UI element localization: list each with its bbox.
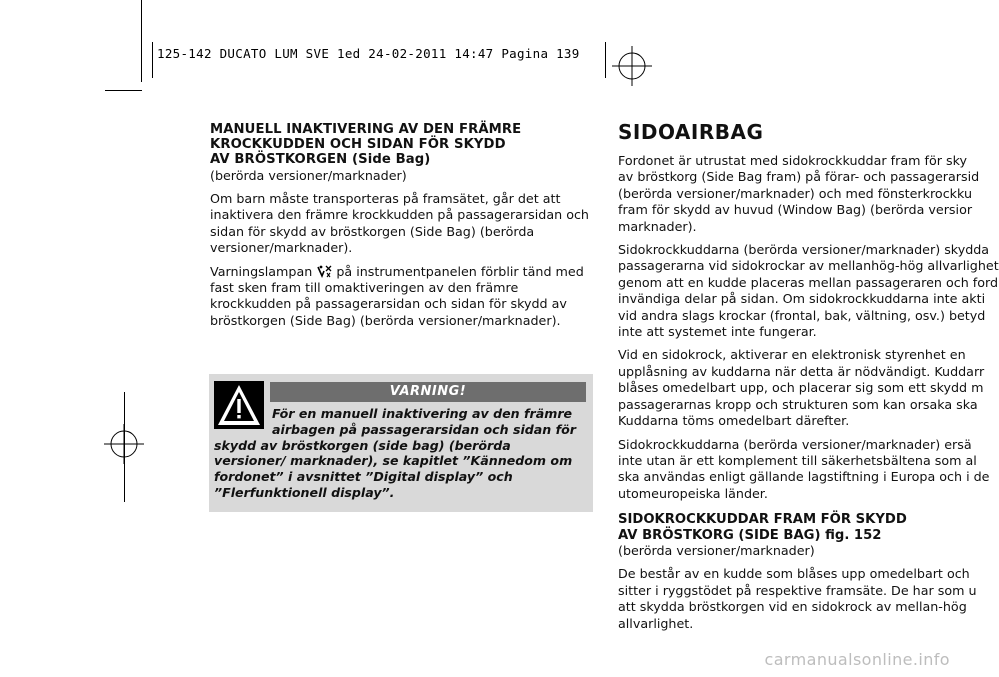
text-line: (berörda versioner/marknader) och med fönsterkrockku [618,185,973,201]
text-line: fram för skydd av huvud (Window Bag) (berörda versior [618,202,973,218]
paragraph-children-front-seat: Om barn måste transporteras på framsätet, går det att inaktivera den främre krockkudden på passagerarsidan och sidan för skydd av bröstkorgen (Side Bag) (berörda versioner/marknader). [210,191,589,256]
print-header-line: 125-142 DUCATO LUM SVE 1ed 24-02-2011 14:47 Pagina 139 [157,46,580,61]
text-line: passagerarna vid sidokrockar av mellanhög-hög allvarlighet [618,258,999,274]
text-line: inte utan är ett komplement till säkerhetsbältena som al [618,452,977,468]
left-column [210,122,590,336]
text-line: Kuddarna töms omedelbart därefter. [618,413,850,429]
heading-line: AV BRÖSTKORG (SIDE BAG) fig. 152 [618,527,882,543]
watermark-text: carmanualsonline.info [764,650,950,669]
text-line: Vid en sidokrock, aktiverar en elektronisk styrenhet en [618,347,966,363]
crop-mark-vertical-bottom-left [124,392,125,502]
text-line: allvarlighet. [618,615,694,631]
text-line: av bröstkorg (Side Bag fram) på förar- och passagerarsid [618,169,980,185]
text-line: blåses omedelbart upp, och placerar sig som ett skydd m [618,380,984,396]
text-line: inte att systemet inte fungerar. [618,324,817,340]
text-line: Sidokrockkuddarna (berörda versioner/marknader) skydda [618,242,990,258]
warning-text-first: För en manuell inaktivering av den främre airbagen på passagerarsidan och sidan för [272,406,576,437]
crop-mark-vertical-right [605,42,606,78]
text-line: upplåsning av kuddarna när detta är nödvändigt. Kuddarr [618,363,985,379]
text-line: De består av en kudde som blåses upp omedelbart och [618,566,970,582]
section-heading-manual-deactivation [210,122,590,168]
text-line: att skydda bröstkorgen vid en sidokrock av mellan-hög [618,599,967,615]
text-line: ska användas enligt gällande lagstiftning i Europa och i de [618,469,990,485]
heading-line: AV BRÖSTKORGEN (Side Bag) [210,152,431,168]
text-line: Fordonet är utrustat med sidokrockkuddar fram för sky [618,153,967,168]
text-line: genom att en kudde placeras mellan passageraren och ford [618,274,999,290]
paragraph-side-airbag-intro [618,153,978,235]
paragraph-side-airbag-protection [618,242,999,340]
registration-mark-top-icon [612,46,652,86]
text-line: utomeuropeiska länder. [618,485,768,501]
text-line: marknader). [618,218,697,234]
text-line: Sidokrockkuddarna (berörda versioner/marknader) ersä [618,436,972,452]
text-segment: Varningslampan [210,263,317,279]
warning-text [214,406,586,501]
subtitle-versions: (berörda versioner/marknader) [210,167,407,183]
page-title-sidoairbag: SIDOAIRBAG [618,120,764,144]
heading-line: MANUELL INAKTIVERING AV DEN FRÄMRE [210,122,522,137]
crop-mark-horizontal-top [105,90,142,91]
text-line: passagerarnas kropp och strukturen som kan orsaka ska [618,396,978,412]
text-line: vid andra slags krockar (frontal, bak, vältning, osv.) betyd [618,307,986,323]
paragraph-side-bag-description [618,566,978,632]
text-segment: på instrumentpanelen förblir tänd med fast sken fram till omaktiveringen av den främre krockkudden på passagerarsidan och sidan för skydd av bröstkorgen (Side Bag) (berörda versioner/marknader). [210,263,584,328]
paragraph-side-collision [618,347,985,429]
crop-mark-vertical-left [152,42,153,78]
paragraph-warning-light [210,264,590,330]
section-heading-side-bag-front [618,512,978,543]
right-column [618,120,999,639]
heading-line: SIDOKROCKKUDDAR FRAM FÖR SKYDD [618,512,907,528]
crop-mark-vertical-top [141,0,142,82]
subtitle-versions-right: (berörda versioner/marknader) [618,542,815,558]
airbag-off-warning-icon [316,265,332,278]
heading-line: KROCKKUDDEN OCH SIDAN FÖR SKYDD [210,137,506,153]
text-line: invändiga delar på sidan. Om sidokrockkuddarna inte akti [618,291,986,307]
text-line: sitter i ryggstödet på respektive framsäte. De har som u [618,582,977,598]
paragraph-complement-seatbelts [618,436,990,503]
warning-title: VARNING! [270,382,586,402]
warning-text-rest: skydd av bröstkorgen (side bag) (berörda versioner/ marknader), se kapitlet ”Kännedom om fordonet” i avsnittet ”Digital display” och ”Flerfunktionell display”. [214,437,573,500]
